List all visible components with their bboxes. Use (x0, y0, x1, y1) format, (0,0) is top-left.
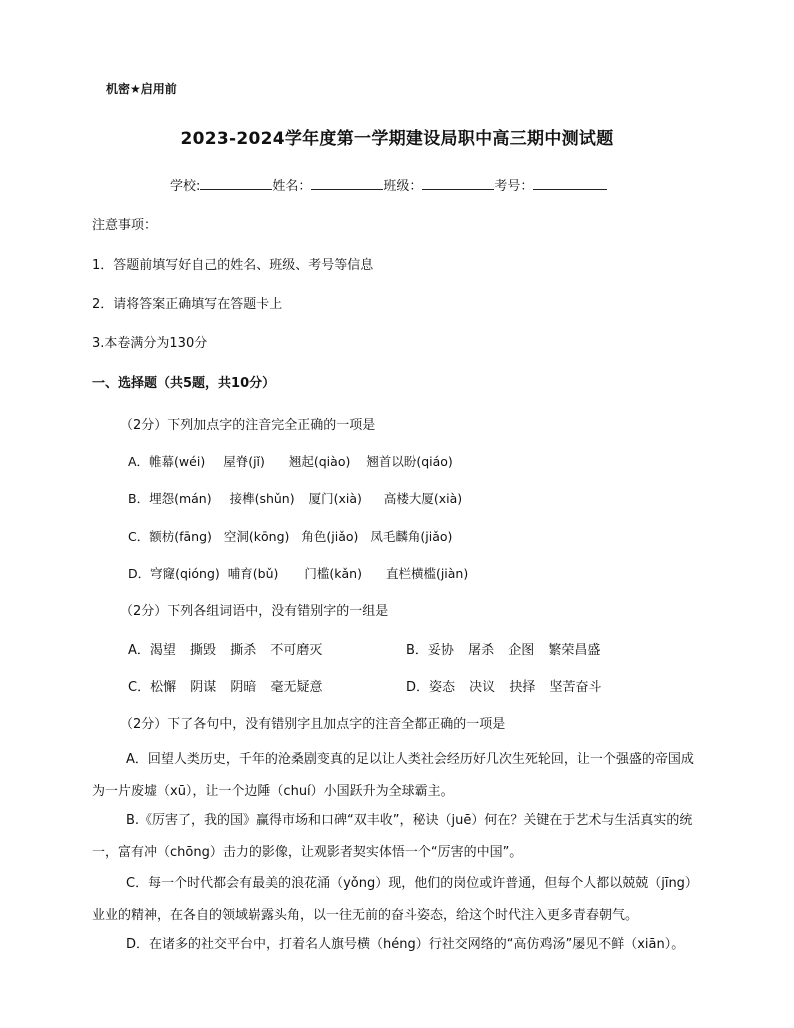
q2-a-3: 撕杀 (230, 643, 257, 658)
q2-b-4: 繁荣昌盛 (548, 643, 601, 658)
q3-option-a: A．回望人类历史，千年的沧桑剧变真的足以让人类社会经历好几次生死轮回，让一个强盛的帝国成为一片废墟（xū），让一个边陲（chuí）小国跃升为全球霸主。 (92, 752, 694, 799)
q1-c-3: 角色(jiǎo) (301, 529, 359, 544)
exam-title: 2023-2024学年度第一学期建设局职中高三期中测试题 (180, 129, 614, 149)
q3-option-d: D．在诸多的社交平台中，打着名人旗号横（héng）行社交网络的“高仿鸡汤”屡见不鲜（xiān）。 (126, 937, 685, 952)
exam-no-blank[interactable] (533, 177, 607, 190)
exam-no-label: 考号： (494, 179, 534, 194)
q2-b-1: B．妥协 (406, 643, 454, 658)
q2-b-3: 企图 (508, 643, 535, 658)
q1-option-b (128, 489, 462, 507)
note-item-1: 1．答题前填写好自己的姓名、班级、考号等信息 (92, 258, 374, 273)
q2-c-2: 阴谋 (190, 680, 217, 695)
q2-d-1: D．姿态 (406, 680, 456, 695)
q3-option-c: C．每一个时代都会有最美的浪花涌（yǒng）现，他们的岗位或许普通，但每个人都以兢兢（jīng）业业的精神，在各自的领域崭露头角，以一往无前的奋斗姿态，给这个时代注入更多青春朝气。 (92, 876, 698, 923)
q1-b-1: B．埋怨(mán) (128, 491, 212, 506)
q1-c-4: 凤毛麟角(jiǎo) (370, 529, 453, 544)
q2-d-2: 决议 (469, 680, 496, 695)
q1-c-2: 空洞(kōng) (223, 529, 290, 544)
q1-stem: （2分）下列加点字的注音完全正确的一项是 (120, 418, 376, 433)
student-info-line (170, 175, 607, 194)
q1-d-1: D．穹窿(qióng) (128, 566, 220, 581)
q1-option-a (128, 452, 453, 470)
note-item-3: 3.本卷满分为130分 (92, 336, 208, 351)
q1-a-4: 翘首以盼(qiáo) (366, 454, 453, 469)
q2-a-4: 不可磨灭 (270, 643, 323, 658)
q2-option-b (406, 639, 600, 658)
q2-c-3: 阴暗 (230, 680, 257, 695)
name-blank[interactable] (311, 177, 383, 190)
note-item-2: 2．请将答案正确填写在答题卡上 (92, 297, 283, 312)
section1-heading: 一、选择题（共5题，共10分） (92, 376, 276, 391)
class-blank[interactable] (422, 177, 494, 190)
q2-c-1: C．松懈 (128, 680, 177, 695)
q1-d-4: 直栏横槛(jiàn) (385, 566, 469, 581)
q1-option-d (128, 564, 468, 582)
q1-b-3: 厦门(xià) (308, 491, 362, 506)
q1-option-c (128, 527, 452, 545)
q3-stem: （2分）下了各句中，没有错别字且加点字的注音全都正确的一项是 (120, 717, 506, 732)
q2-option-c (128, 676, 323, 695)
q2-a-2: 撕毁 (190, 643, 217, 658)
q1-c-1: C．额枋(fāng) (128, 529, 212, 544)
q1-a-3: 翘起(qiào) (288, 454, 351, 469)
q2-option-d (406, 676, 601, 695)
school-label: 学校: (170, 179, 201, 194)
q2-d-3: 抉择 (509, 680, 536, 695)
school-blank[interactable] (200, 177, 272, 190)
q2-a-1: A．渴望 (128, 643, 176, 658)
q1-d-2: 哺育(bǔ) (227, 566, 279, 581)
q2-option-a (128, 639, 322, 658)
q2-c-4: 毫无疑意 (270, 680, 323, 695)
q1-d-3: 门槛(kǎn) (304, 566, 362, 581)
q1-a-1: A．帷幕(wéi) (128, 454, 206, 469)
q2-d-4: 坚苦奋斗 (549, 680, 602, 695)
name-label: 姓名： (272, 179, 312, 194)
confidential-label: 机密★启用前 (106, 82, 177, 96)
q1-b-4: 高楼大厦(xià) (383, 491, 463, 506)
q1-b-2: 接榫(shǔn) (229, 491, 295, 506)
class-label: 班级： (383, 179, 423, 194)
q2-stem: （2分）下列各组词语中，没有错别字的一组是 (120, 604, 389, 619)
q2-b-2: 屠杀 (468, 643, 495, 658)
q1-a-2: 屋脊(jǐ) (223, 454, 265, 469)
q3-option-b: B.《厉害了，我的国》赢得市场和口碑“双丰收”，秘诀（juē）何在？关键在于艺术与生活真实的统一，富有冲（chōng）击力的影像，让观影者契实体悟一个“厉害的中国”。 (92, 813, 693, 860)
notes-heading: 注意事项： (92, 218, 158, 233)
